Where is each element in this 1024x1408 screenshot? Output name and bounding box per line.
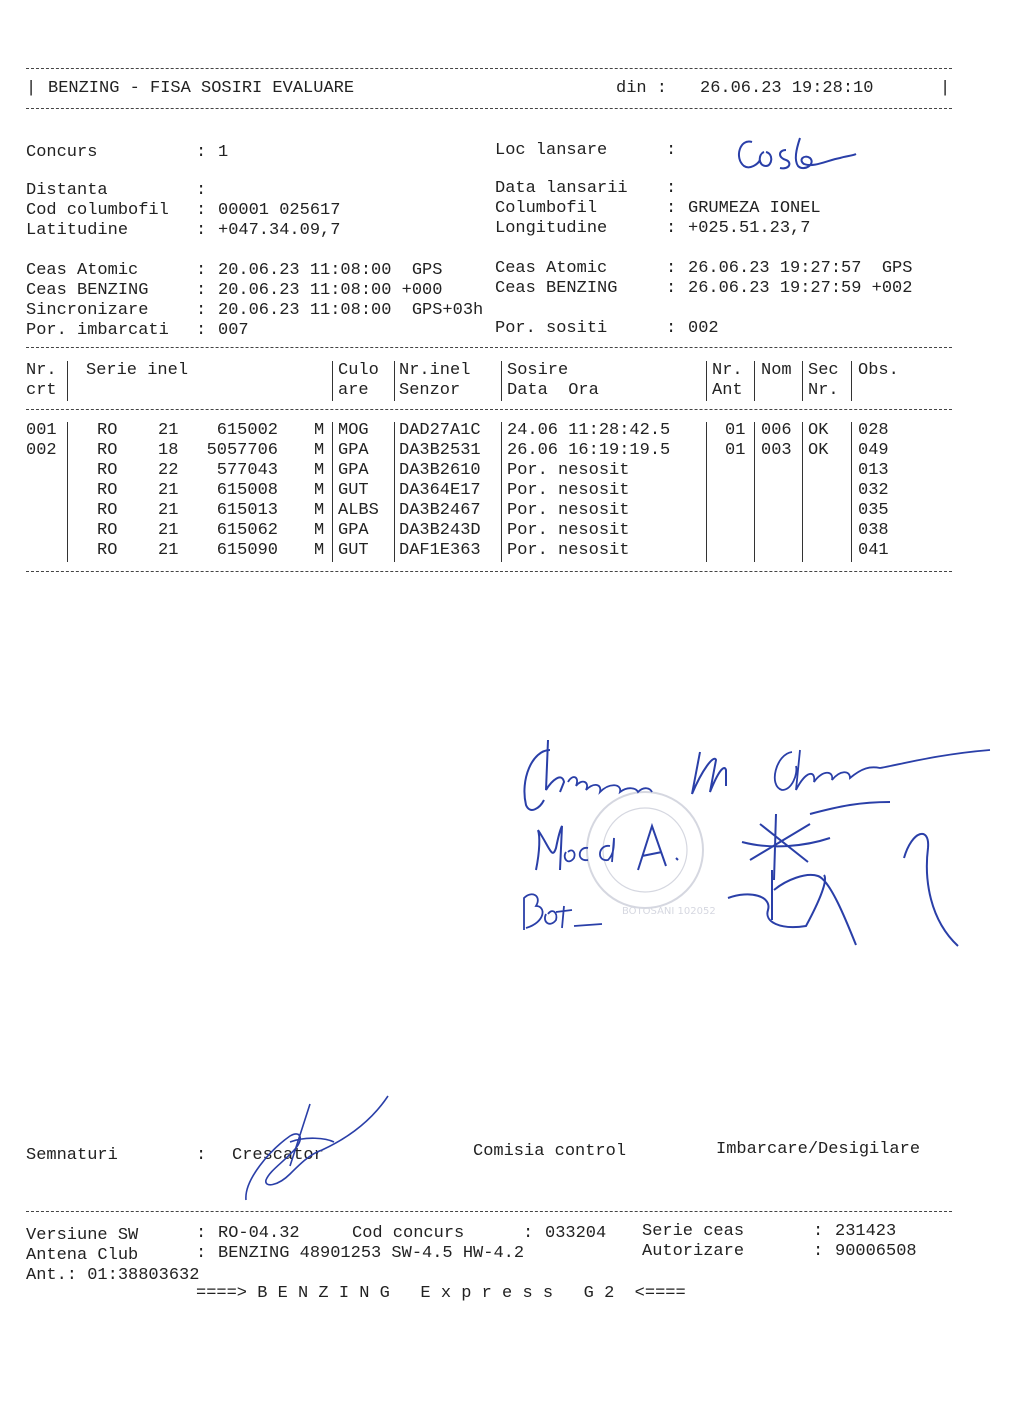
colon: : [196,1146,207,1165]
sincronizare-value: 20.06.23 11:08:00 GPS+03h [218,301,484,320]
cell-nom: 003 [761,441,792,460]
th-obs: Obs. [858,361,899,380]
por-imbarcati-label: Por. imbarcati [26,321,169,340]
comisia-label: Comisia control [473,1142,627,1161]
colon: : [196,221,207,240]
ceas-atomic-label: Ceas Atomic [26,261,139,280]
colon: : [666,259,677,278]
cell-inel: 615013 [216,501,278,520]
serie-ceas-value: 231423 [835,1222,897,1241]
th-sec: Sec [808,361,839,380]
cell-senzor: DA3B2531 [399,441,481,460]
latitudine-value: +047.34.09,7 [218,221,341,240]
cell-an: 18 [158,441,179,460]
cell-senzor: DAD27A1C [399,421,481,440]
th-data-ora: Data Ora [507,381,599,400]
cell-sex: M [314,541,325,560]
divider [26,108,952,109]
cell-tara: RO [97,421,118,440]
latitudine-label: Latitudine [26,221,129,240]
cell-sex: M [314,521,325,540]
cell-an: 21 [158,481,179,500]
cell-senzor: DA3B2610 [399,461,481,480]
header-left-bar: | [26,79,37,98]
versiune-value: RO-04.32 [218,1224,300,1243]
cell-crt: 001 [26,421,57,440]
longitudine-label: Longitudine [495,219,608,238]
colon: : [666,141,677,160]
th-sosire: Sosire [507,361,569,380]
por-imbarcati-value: 007 [218,321,249,340]
th-culoare: Culo [338,361,379,380]
cell-sex: M [314,481,325,500]
cell-sosire: Por. nesosit [507,461,630,480]
ceas-atomic-end: 26.06.23 19:27:57 GPS [688,259,913,278]
cell-senzor: DA3B243D [399,521,481,540]
cell-obs: 035 [858,501,889,520]
th-nr: Nr. [26,361,57,380]
cell-sec: OK [808,421,829,440]
colon: : [196,181,207,200]
crescator-label: Crescator [232,1146,324,1165]
cell-sosire: 24.06 11:28:42.5 [507,421,671,440]
cell-inel: 615090 [216,541,278,560]
imbarcare-label: Imbarcare/Desigilare [716,1140,921,1159]
cell-culoare: GUT [338,541,369,560]
cell-obs: 041 [858,541,889,560]
colon: : [196,143,207,162]
colon: : [196,261,207,280]
divider [26,571,952,572]
col-separator [706,422,707,562]
colon: : [666,219,677,238]
colon: : [196,321,207,340]
col-separator [706,361,707,401]
col-separator [754,422,755,562]
cell-tara: RO [97,441,118,460]
autorizare-value: 90006508 [835,1242,917,1261]
th-culoare-2: are [338,381,369,400]
col-separator [67,422,68,562]
ceas-atomic-start: 20.06.23 11:08:00 GPS [218,261,443,280]
loc-label: Loc lansare [495,141,608,160]
sincronizare-label: Sincronizare [26,301,149,320]
cod-concurs-value: 033204 [545,1224,607,1243]
col-separator [394,361,395,401]
th-crt: crt [26,381,57,400]
col-separator [802,361,803,401]
page-title: BENZING - FISA SOSIRI EVALUARE [48,79,355,98]
columbofil-label: Columbofil [495,199,598,218]
colon: : [523,1224,534,1243]
benzing-express-banner: ====> B E N Z I N G E x p r e s s G 2 <==== [196,1284,686,1303]
ceas-benzing-start: 20.06.23 11:08:00 +000 [218,281,443,300]
cell-obs: 038 [858,521,889,540]
cell-obs: 032 [858,481,889,500]
cell-sex: M [314,441,325,460]
commission-signatures [510,730,1000,960]
th-sec-nr: Nr. [808,381,839,400]
colon: : [196,301,207,320]
colon: : [196,281,207,300]
th-nr-ant: Nr. [712,361,743,380]
cell-culoare: MOG [338,421,369,440]
handwritten-loc-value [730,128,860,178]
colon: : [196,201,207,220]
cell-an: 21 [158,521,179,540]
cell-ant: 01 [725,441,746,460]
col-separator [67,361,68,401]
stamp-text: BOTOSANI 102052 [622,906,716,917]
cell-culoare: GPA [338,461,369,480]
cell-ant: 01 [725,421,746,440]
cod-columbofil-label: Cod columbofil [26,201,169,220]
concurs-value: 1 [218,143,229,162]
cell-inel: 615008 [216,481,278,500]
cell-culoare: GPA [338,441,369,460]
ant-line: Ant.: 01:38803632 [26,1266,200,1285]
ceas-atomic-label-right: Ceas Atomic [495,259,608,278]
colon: : [196,1224,207,1243]
cell-inel: 577043 [216,461,278,480]
cod-columbofil-value: 00001 025617 [218,201,341,220]
din-label: din : [616,79,668,98]
cell-culoare: ALBS [338,501,379,520]
cell-senzor: DA3B2467 [399,501,481,520]
crescator-signature [230,1090,400,1210]
cell-tara: RO [97,481,118,500]
col-separator [851,422,852,562]
cell-sec: OK [808,441,829,460]
cell-tara: RO [97,521,118,540]
cell-sosire: Por. nesosit [507,541,630,560]
cell-sex: M [314,421,325,440]
col-separator [802,422,803,562]
cell-culoare: GUT [338,481,369,500]
header-right-bar: | [940,79,951,98]
cell-tara: RO [97,461,118,480]
cell-inel: 615062 [216,521,278,540]
colon: : [196,1244,207,1263]
col-separator [851,361,852,401]
cell-nom: 006 [761,421,792,440]
colon: : [813,1222,824,1241]
por-sositi-value: 002 [688,319,719,338]
serie-ceas-label: Serie ceas [642,1222,745,1241]
versiune-label: Versiune SW [26,1226,139,1245]
cell-an: 21 [158,501,179,520]
cell-tara: RO [97,541,118,560]
cell-inel: 615002 [216,421,278,440]
th-nom: Nom [761,361,792,380]
divider [26,1211,952,1212]
colon: : [666,279,677,298]
din-value: 26.06.23 19:28:10 [700,79,874,98]
cell-sosire: Por. nesosit [507,501,630,520]
semnaturi-label: Semnaturi [26,1146,118,1165]
colon: : [666,199,677,218]
por-sositi-label: Por. sositi [495,319,608,338]
cell-an: 22 [158,461,179,480]
col-separator [501,361,502,401]
ceas-benzing-label: Ceas BENZING [26,281,149,300]
cell-sosire: Por. nesosit [507,481,630,500]
cell-sosire: Por. nesosit [507,521,630,540]
concurs-label: Concurs [26,143,98,162]
cell-tara: RO [97,501,118,520]
antena-value: BENZING 48901253 SW-4.5 HW-4.2 [218,1244,525,1263]
cell-senzor: DAF1E363 [399,541,481,560]
th-serie-inel: Serie inel [86,361,189,380]
col-separator [754,361,755,401]
th-nr-inel: Nr.inel [399,361,471,380]
ceas-benzing-label-right: Ceas BENZING [495,279,618,298]
col-separator [394,422,395,562]
antena-label: Antena Club [26,1246,139,1265]
th-ant: Ant [712,381,743,400]
cod-concurs-label: Cod concurs [352,1224,465,1243]
cell-culoare: GPA [338,521,369,540]
data-lansarii-label: Data lansarii [495,179,628,198]
cell-obs: 013 [858,461,889,480]
col-separator [332,422,333,562]
distanta-label: Distanta [26,181,108,200]
cell-obs: 049 [858,441,889,460]
cell-obs: 028 [858,421,889,440]
divider [26,409,952,410]
cell-crt: 002 [26,441,57,460]
cell-an: 21 [158,421,179,440]
col-separator [332,361,333,401]
cell-sosire: 26.06 16:19:19.5 [507,441,671,460]
longitudine-value: +025.51.23,7 [688,219,811,238]
cell-sex: M [314,461,325,480]
divider [26,347,952,348]
cell-inel: 5057706 [206,441,278,460]
colon: : [813,1242,824,1261]
cell-an: 21 [158,541,179,560]
columbofil-value: GRUMEZA IONEL [688,199,821,218]
colon: : [666,179,677,198]
ceas-benzing-end: 26.06.23 19:27:59 +002 [688,279,913,298]
th-senzor: Senzor [399,381,461,400]
cell-sex: M [314,501,325,520]
divider [26,68,952,69]
colon: : [666,319,677,338]
autorizare-label: Autorizare [642,1242,745,1261]
col-separator [501,422,502,562]
cell-senzor: DA364E17 [399,481,481,500]
